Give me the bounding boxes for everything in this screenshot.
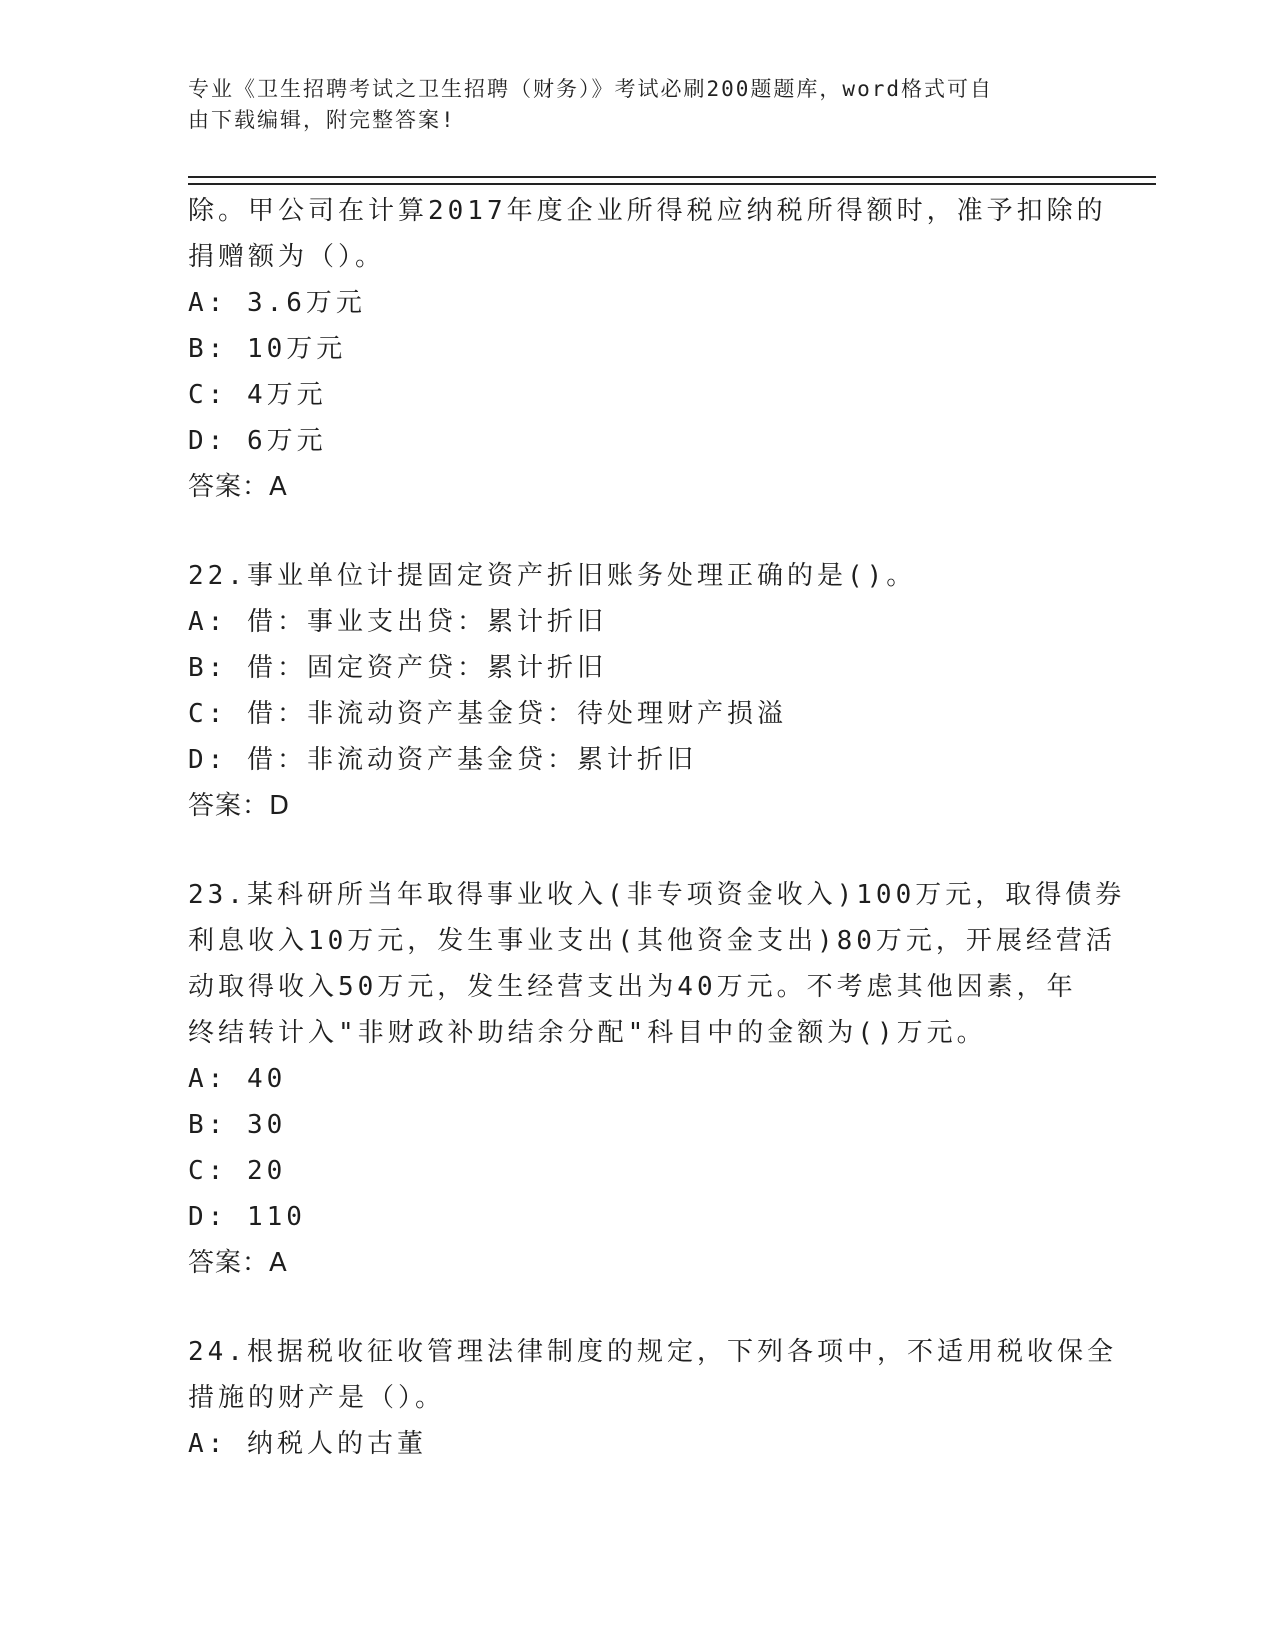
header-line-1: 专业《卫生招聘考试之卫生招聘（财务）》考试必刷200题题库，word格式可自: [188, 77, 993, 101]
question-spacer: [188, 510, 1088, 553]
option-a: A: 3.6万元: [188, 288, 366, 318]
question-spacer: [188, 829, 1088, 872]
option-b: B: 借：固定资产贷：累计折旧: [188, 653, 607, 683]
question-stem-line: 捐赠额为（）。: [188, 242, 386, 272]
option-a: A: 纳税人的古董: [188, 1429, 427, 1459]
question-23: [188, 872, 1126, 1286]
option-a: A: 借：事业支出贷：累计折旧: [188, 607, 607, 637]
option-c: C: 20: [188, 1156, 287, 1186]
question-stem-line: 措施的财产是（）。: [188, 1383, 446, 1413]
question-stem-line: 23.某科研所当年取得事业收入(非专项资金收入)100万元，取得债券: [188, 880, 1126, 910]
header-line-2: 由下载编辑，附完整答案!: [188, 108, 456, 132]
answer-line: 答案：D: [188, 791, 291, 821]
question-stem-line: 利息收入10万元，发生事业支出(其他资金支出)80万元，开展经营活: [188, 926, 1116, 956]
option-d: D: 6万元: [188, 426, 327, 456]
question-stem-line: 22.事业单位计提固定资产折旧账务处理正确的是()。: [188, 561, 917, 591]
question-24: [188, 1329, 1117, 1467]
question-content: [188, 188, 1126, 1467]
header-divider-bottom: [188, 183, 1156, 185]
header-divider-top: [188, 176, 1156, 178]
option-d: D: 110: [188, 1202, 306, 1232]
question-stem-line: 24.根据税收征收管理法律制度的规定，下列各项中，不适用税收保全: [188, 1337, 1117, 1367]
question-21: [188, 188, 1107, 510]
question-stem-line: 动取得收入50万元，发生经营支出为40万元。不考虑其他因素，年: [188, 972, 1077, 1002]
option-c: C: 4万元: [188, 380, 327, 410]
option-b: B: 30: [188, 1110, 287, 1140]
option-c: C: 借：非流动资产基金贷：待处理财产损溢: [188, 699, 787, 729]
question-stem-line: 终结转计入"非财政补助结余分配"科目中的金额为()万元。: [188, 1018, 987, 1048]
document-header: [188, 74, 1068, 136]
option-d: D: 借：非流动资产基金贷：累计折旧: [188, 745, 697, 775]
question-stem-line: 除。甲公司在计算2017年度企业所得税应纳税所得额时，准予扣除的: [188, 196, 1107, 226]
option-b: B: 10万元: [188, 334, 347, 364]
option-a: A: 40: [188, 1064, 287, 1094]
question-spacer: [188, 1286, 1088, 1329]
question-22: [188, 553, 1088, 829]
answer-line: 答案：A: [188, 472, 288, 502]
answer-line: 答案：A: [188, 1248, 288, 1278]
